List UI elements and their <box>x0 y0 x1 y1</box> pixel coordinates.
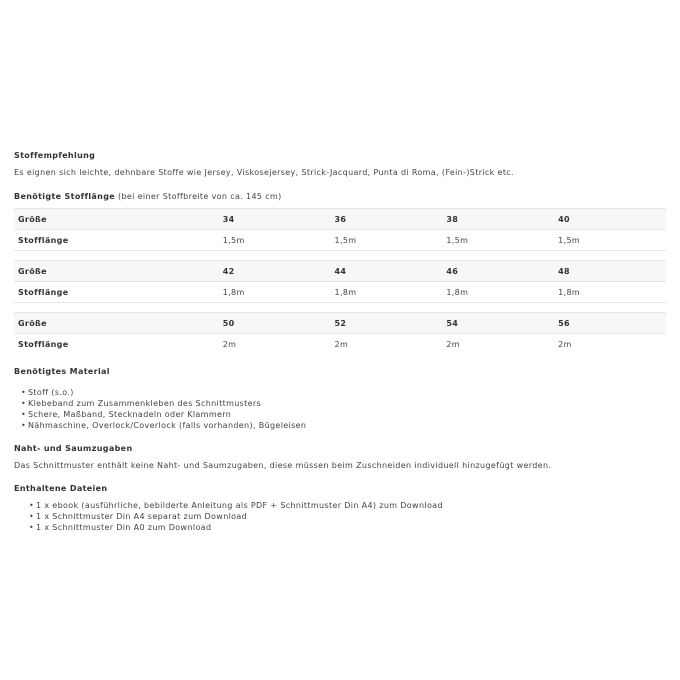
list-item: • Klebeband zum Zusammenkleben des Schnittmusters <box>28 398 666 409</box>
fabric-length-note: (bei einer Stoffbreite von ca. 145 cm) <box>117 192 282 201</box>
length-cell: 1,8m <box>331 282 443 303</box>
size-label: Größe <box>14 261 219 282</box>
length-cell: 1,8m <box>442 282 554 303</box>
size-cell: 56 <box>554 313 666 334</box>
length-cell: 1,8m <box>219 282 331 303</box>
size-cell: 54 <box>442 313 554 334</box>
fabric-length-title: Benötigte Stofflänge <box>14 192 116 201</box>
length-label: Stofflänge <box>14 230 219 251</box>
size-table <box>14 208 666 354</box>
list-item: • 1 x Schnittmuster Din A0 zum Download <box>36 522 666 533</box>
size-row <box>14 261 666 282</box>
fabric-title: Stoffempfehlung <box>14 151 96 160</box>
length-cell: 1,5m <box>331 230 443 251</box>
length-label: Stofflänge <box>14 282 219 303</box>
length-cell: 2m <box>554 334 666 355</box>
files-list <box>14 500 666 533</box>
size-cell: 36 <box>331 209 443 230</box>
size-cell: 44 <box>331 261 443 282</box>
size-cell: 50 <box>219 313 331 334</box>
length-cell: 1,5m <box>442 230 554 251</box>
size-cell: 46 <box>442 261 554 282</box>
length-cell: 1,8m <box>554 282 666 303</box>
list-item: • Stoff (s.o.) <box>28 387 666 398</box>
fabric-text: Es eignen sich leichte, dehnbare Stoffe wie Jersey, Viskosejersey, Strick-Jacquard, Punta di Roma, (Fein-)Strick etc. <box>14 168 514 177</box>
length-cell: 2m <box>331 334 443 355</box>
seams-title: Naht- und Saumzugaben <box>14 444 133 453</box>
size-cell: 52 <box>331 313 443 334</box>
files-title: Enthaltene Dateien <box>14 484 108 493</box>
size-label: Größe <box>14 209 219 230</box>
product-description <box>14 150 666 533</box>
size-row <box>14 209 666 230</box>
size-cell: 34 <box>219 209 331 230</box>
length-row <box>14 334 666 355</box>
fabric-length-heading <box>14 191 666 202</box>
size-cell: 42 <box>219 261 331 282</box>
size-cell: 40 <box>554 209 666 230</box>
length-cell: 2m <box>219 334 331 355</box>
table-spacer <box>14 303 666 313</box>
seams-text: Das Schnittmuster enthält keine Naht- und Saumzugaben, diese müssen beim Zuschneiden individuell hinzugefügt werden. <box>14 461 552 470</box>
length-row <box>14 230 666 251</box>
length-cell: 2m <box>442 334 554 355</box>
list-item: • 1 x ebook (ausführliche, bebilderte Anleitung als PDF + Schnittmuster Din A4) zum Download <box>36 500 666 511</box>
table-spacer <box>14 251 666 261</box>
length-label: Stofflänge <box>14 334 219 355</box>
size-cell: 48 <box>554 261 666 282</box>
list-item: • 1 x Schnittmuster Din A4 separat zum Download <box>36 511 666 522</box>
length-cell: 1,5m <box>554 230 666 251</box>
size-row <box>14 313 666 334</box>
list-item: • Schere, Maßband, Stecknadeln oder Klammern <box>28 409 666 420</box>
list-item: • Nähmaschine, Overlock/Coverlock (falls vorhanden), Bügeleisen <box>28 420 666 431</box>
material-list <box>14 387 666 431</box>
length-row <box>14 282 666 303</box>
size-cell: 38 <box>442 209 554 230</box>
material-title: Benötigtes Material <box>14 367 110 376</box>
length-cell: 1,5m <box>219 230 331 251</box>
size-label: Größe <box>14 313 219 334</box>
